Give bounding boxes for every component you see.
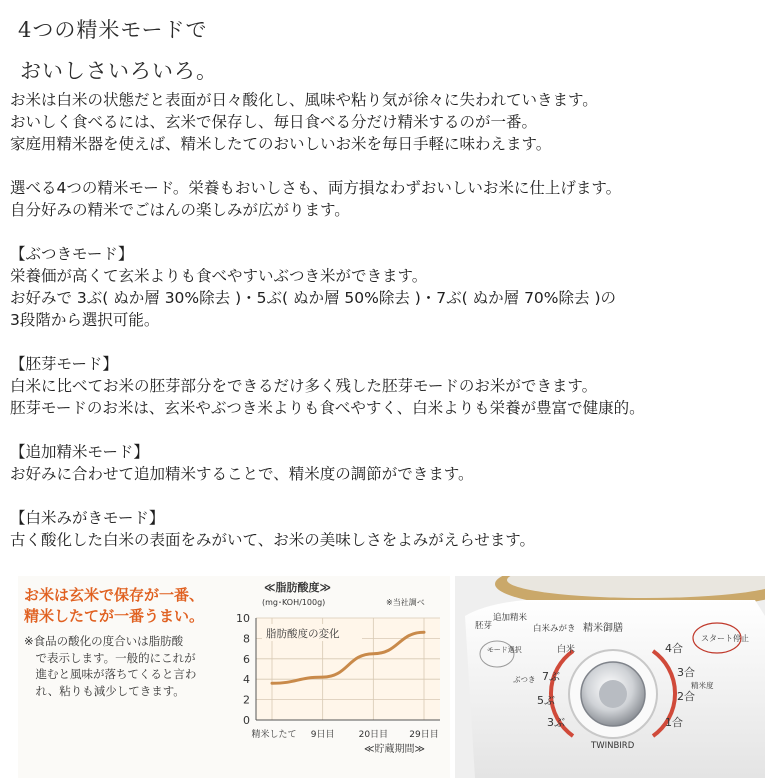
chart-y-tick-label: 0 <box>243 714 250 727</box>
callout-line: 精米したてが一番うまい。 <box>24 607 205 625</box>
chart-unit: (mg･KOH/100g) <box>262 598 326 607</box>
rice-polisher-photo <box>455 576 765 778</box>
label-add: 追加精米 <box>493 613 528 623</box>
start-stop-label: スタート停止 <box>701 634 749 643</box>
chart-inner-label: 脂肪酸度の変化 <box>266 628 340 640</box>
article-body <box>10 89 768 551</box>
section-title: 【ぶつきモード】 <box>10 245 134 263</box>
chart-y-tick-label: 8 <box>243 632 250 646</box>
section-additional <box>10 441 768 485</box>
chart-y-tick-label: 6 <box>243 652 250 666</box>
callout-line: お米は玄米で保存が一番、 <box>24 586 205 604</box>
fatty-acid-chart <box>226 580 450 778</box>
text-line: 選べる4つの精米モード。栄養もおいしさも、両方損なわずおいしいお米に仕上げます。 <box>10 179 622 197</box>
chart-note: ※当社調べ <box>386 598 425 607</box>
dial-4go: 4合 <box>665 642 683 655</box>
mode-select-button[interactable] <box>480 641 514 667</box>
chart-svg <box>226 580 450 778</box>
chart-x-tick-label: 20日目 <box>358 730 389 740</box>
modes-intro-paragraph <box>10 177 768 221</box>
chart-x-tick-label: 9日目 <box>310 730 335 740</box>
chart-y-tick-label: 2 <box>243 693 250 707</box>
callout-note <box>24 633 220 699</box>
dial-3bu: 3ぶ <box>547 716 565 729</box>
dial-5bu: 5ぶ <box>537 694 555 707</box>
heading-line-2: おいしさいろいろ。 <box>20 59 218 83</box>
mode-select-label: モード選択 <box>487 646 522 654</box>
text-line: お好みに合わせて追加精米することで、精米度の調節ができます。 <box>10 465 474 483</box>
note-line: ※食品の酸化の度合いは脂肪酸 <box>24 634 184 648</box>
dial-1go: 1合 <box>665 716 683 729</box>
text-line: 白米に比べてお米の胚芽部分をできるだけ多く残した胚芽モードのお米ができます。 <box>10 377 598 395</box>
text-line: 自分好みの精米でごはんの楽しみが広がります。 <box>10 201 350 219</box>
callout-headline <box>24 585 220 627</box>
text-line: 3段階から選択可能。 <box>10 311 160 329</box>
text-line: お米は白米の状態だと表面が日々酸化し、風味や粘り気が徐々に失われていきます。 <box>10 91 598 109</box>
chart-title: ≪脂肪酸度≫ <box>264 581 332 594</box>
label-white-polish: 白米みがき <box>533 624 576 634</box>
section-title: 【胚芽モード】 <box>10 355 118 373</box>
section-butsuki <box>10 243 768 331</box>
note-line: れ、粘りも減少してきます。 <box>24 683 185 698</box>
section-polish <box>10 507 768 551</box>
chart-x-tick-label: 29日目 <box>409 730 439 740</box>
label-seimaido: 精米度 <box>691 681 714 690</box>
section-title: 【追加精米モード】 <box>10 443 149 461</box>
label-brand: 精米御膳 <box>583 623 623 634</box>
label-haiga: 胚芽 <box>475 621 493 631</box>
device-illustration <box>455 576 765 778</box>
dial-2go: 2合 <box>677 690 695 703</box>
intro-paragraph <box>10 89 768 155</box>
chart-x-label: ≪貯蔵期間≫ <box>364 744 425 755</box>
text-line: おいしく食べるには、玄米で保存し、毎日食べる分だけ精米するのが一番。 <box>10 113 538 131</box>
dial-3go: 3合 <box>677 666 695 679</box>
heading-line-1: 4つの精米モードで <box>18 18 208 42</box>
chart-y-tick-label: 4 <box>243 673 250 687</box>
maker-logo: TWINBIRD <box>591 741 635 751</box>
section-haiga <box>10 353 768 419</box>
text-line: 栄養価が高くて玄米よりも食べやすいぶつき米ができます。 <box>10 267 428 285</box>
text-line: 胚芽モードのお米は、玄米やぶつき米よりも食べやすく、白米よりも栄養が豊富で健康的。 <box>10 399 645 417</box>
text-line: 古く酸化した白米の表面をみがいて、お米の美味しさをよみがえらせます。 <box>10 531 535 549</box>
note-line: で表示します。一般的にこれが <box>24 650 196 665</box>
chart-x-tick-label: 精米したて <box>251 730 297 740</box>
text-line: お好みで 3ぶ( ぬか層 30%除去 )・5ぶ( ぬか層 50%除去 )・7ぶ( ぬか層 70%除去 )の <box>10 289 616 307</box>
dial-7bu: 7ぶ <box>542 670 560 683</box>
section-title: 【白米みがきモード】 <box>10 509 165 527</box>
label-butsuki: ぶつき <box>513 675 536 684</box>
chart-y-tick-label: 10 <box>236 612 250 625</box>
text-line: 家庭用精米器を使えば、精米したてのおいしいお米を毎日手軽に味わえます。 <box>10 135 552 153</box>
dial-label-white: 白米 <box>557 645 576 655</box>
note-line: 進むと風味が落ちてくると言わ <box>24 667 197 681</box>
